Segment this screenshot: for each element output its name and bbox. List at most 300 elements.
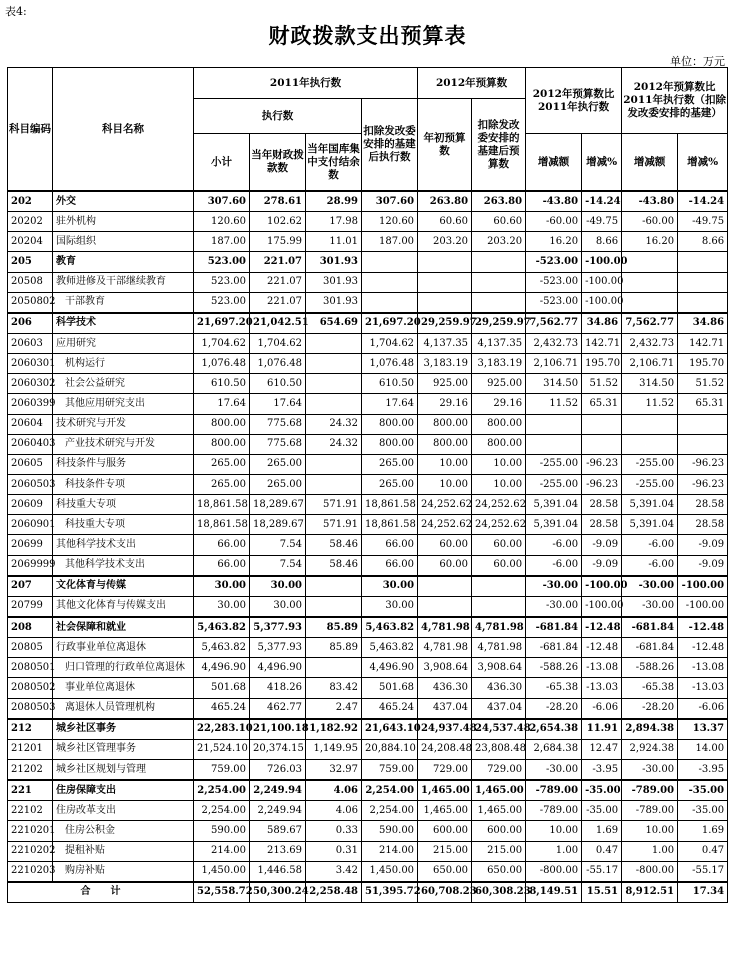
cell-value: 465.24 <box>194 698 250 719</box>
cell-value: 610.50 <box>250 374 306 394</box>
cell-name: 技术研究与开发 <box>53 414 194 434</box>
cell-value: 7.54 <box>250 555 306 576</box>
cell-value: 30.00 <box>362 576 418 597</box>
cell-value: 4,781.98 <box>418 638 472 658</box>
cell-value: -6.06 <box>582 698 622 719</box>
table-row <box>8 191 728 212</box>
cell-code: 2210202 <box>8 841 53 861</box>
total-value: 17.34 <box>678 882 728 903</box>
cell-value: 314.50 <box>622 374 678 394</box>
cell-value: 465.24 <box>362 698 418 719</box>
table-row <box>8 515 728 535</box>
cell-name: 国际组织 <box>53 232 194 252</box>
cell-value: 2,654.38 <box>526 719 582 740</box>
cell-value: 1,704.62 <box>250 333 306 353</box>
header-exec: 执行数 <box>194 99 362 134</box>
cell-value <box>306 454 362 474</box>
cell-value <box>306 374 362 394</box>
cell-value: -60.00 <box>622 212 678 232</box>
cell-value: -65.38 <box>622 678 678 698</box>
cell-value: -30.00 <box>526 759 582 780</box>
cell-name: 科学技术 <box>53 313 194 334</box>
cell-value: 600.00 <box>418 821 472 841</box>
cell-value: 2,254.00 <box>194 780 250 801</box>
cell-value: 301.93 <box>306 272 362 292</box>
cell-name: 社会公益研究 <box>53 374 194 394</box>
cell-code: 20805 <box>8 638 53 658</box>
cell-value: 32.97 <box>306 759 362 780</box>
cell-value: -35.00 <box>582 801 622 821</box>
cell-value: -789.00 <box>526 780 582 801</box>
cell-value: 2,894.38 <box>622 719 678 740</box>
cell-value: 4,781.98 <box>472 617 526 638</box>
cell-name: 离退休人员管理机构 <box>53 698 194 719</box>
table-row <box>8 313 728 334</box>
cell-value: 2,254.00 <box>362 780 418 801</box>
cell-value: 2,432.73 <box>622 333 678 353</box>
cell-value: 590.00 <box>362 821 418 841</box>
cell-value <box>678 252 728 272</box>
cell-value: 58.46 <box>306 555 362 576</box>
cell-value <box>306 658 362 678</box>
cell-value: -13.08 <box>678 658 728 678</box>
cell-value: 775.68 <box>250 414 306 434</box>
cell-value: 60.00 <box>418 555 472 576</box>
cell-value: -100.00 <box>582 272 622 292</box>
cell-value: -43.80 <box>526 191 582 212</box>
cell-value: 142.71 <box>582 333 622 353</box>
cell-value: 17.98 <box>306 212 362 232</box>
cell-value: 4.06 <box>306 780 362 801</box>
cell-value: -55.17 <box>678 861 728 882</box>
cell-value: 18,289.67 <box>250 515 306 535</box>
cell-code: 22102 <box>8 801 53 821</box>
cell-value: 800.00 <box>362 434 418 454</box>
table-row <box>8 596 728 617</box>
cell-value: 5,463.82 <box>194 638 250 658</box>
cell-value: 16.20 <box>526 232 582 252</box>
cell-value: 221.07 <box>250 272 306 292</box>
cell-name: 城乡社区事务 <box>53 719 194 740</box>
total-value: 8,149.51 <box>526 882 582 903</box>
cell-value: 654.69 <box>306 313 362 334</box>
cell-value: -255.00 <box>622 454 678 474</box>
cell-value: 610.50 <box>194 374 250 394</box>
cell-code: 20699 <box>8 535 53 555</box>
header-name: 科目名称 <box>53 68 194 192</box>
cell-value: 21,100.18 <box>250 719 306 740</box>
cell-value: -6.00 <box>526 555 582 576</box>
cell-code: 20799 <box>8 596 53 617</box>
cell-code: 2080502 <box>8 678 53 698</box>
table-header <box>8 68 728 192</box>
cell-value: 3.42 <box>306 861 362 882</box>
cell-value: 1,076.48 <box>362 354 418 374</box>
table-row <box>8 638 728 658</box>
cell-value: 21,042.51 <box>250 313 306 334</box>
table-row <box>8 474 728 494</box>
cell-value: 5,391.04 <box>622 515 678 535</box>
cell-value: -65.38 <box>526 678 582 698</box>
cell-value <box>582 414 622 434</box>
cell-value: 1,076.48 <box>250 354 306 374</box>
cell-value: -523.00 <box>526 292 582 313</box>
header-change: 2012年预算数比2011年执行数 <box>526 68 622 134</box>
total-value: 15.51 <box>582 882 622 903</box>
cell-value: 775.68 <box>250 434 306 454</box>
cell-value: 571.91 <box>306 515 362 535</box>
cell-value: -6.00 <box>622 555 678 576</box>
cell-value: 1.69 <box>582 821 622 841</box>
cell-value: 13.37 <box>678 719 728 740</box>
cell-code: 20604 <box>8 414 53 434</box>
cell-name: 驻外机构 <box>53 212 194 232</box>
cell-value: -100.00 <box>582 292 622 313</box>
cell-value: -43.80 <box>622 191 678 212</box>
cell-value <box>526 414 582 434</box>
cell-value: 265.00 <box>250 474 306 494</box>
total-value: 50,300.24 <box>250 882 306 903</box>
cell-name: 归口管理的行政单位离退休 <box>53 658 194 678</box>
cell-value: 24,252.62 <box>472 495 526 515</box>
cell-value: 175.99 <box>250 232 306 252</box>
cell-value: 1,465.00 <box>418 801 472 821</box>
cell-code: 2060301 <box>8 354 53 374</box>
cell-value: 278.61 <box>250 191 306 212</box>
cell-value: 17.64 <box>194 394 250 414</box>
cell-value: -49.75 <box>678 212 728 232</box>
cell-value: 29,259.97 <box>418 313 472 334</box>
cell-name: 行政事业单位离退休 <box>53 638 194 658</box>
cell-value: -3.95 <box>678 759 728 780</box>
cell-value: 30.00 <box>362 596 418 617</box>
cell-value: 16.20 <box>622 232 678 252</box>
cell-value <box>418 596 472 617</box>
cell-value: 24,252.62 <box>418 515 472 535</box>
cell-value: 10.00 <box>526 821 582 841</box>
table-row <box>8 212 728 232</box>
cell-value <box>678 272 728 292</box>
cell-value: 263.80 <box>472 191 526 212</box>
cell-value: 66.00 <box>362 555 418 576</box>
cell-value: 11.91 <box>582 719 622 740</box>
cell-value: -14.24 <box>582 191 622 212</box>
total-row <box>8 882 728 903</box>
cell-code: 208 <box>8 617 53 638</box>
cell-value <box>418 292 472 313</box>
cell-value: 523.00 <box>194 252 250 272</box>
cell-value: 265.00 <box>194 474 250 494</box>
header-code: 科目编码 <box>8 68 53 192</box>
cell-name: 城乡社区管理事务 <box>53 739 194 759</box>
cell-value: -681.84 <box>622 617 678 638</box>
cell-value: 10.00 <box>472 474 526 494</box>
cell-code: 2060901 <box>8 515 53 535</box>
cell-value: 729.00 <box>418 759 472 780</box>
cell-code: 21201 <box>8 739 53 759</box>
cell-name: 其他科学技术支出 <box>53 535 194 555</box>
cell-value <box>526 434 582 454</box>
cell-value: 1,465.00 <box>418 780 472 801</box>
cell-name: 其他科学技术支出 <box>53 555 194 576</box>
cell-value: 314.50 <box>526 374 582 394</box>
cell-value: -9.09 <box>678 555 728 576</box>
cell-value <box>622 272 678 292</box>
total-value: 51,395.72 <box>362 882 418 903</box>
cell-value: 523.00 <box>194 292 250 313</box>
cell-value: 800.00 <box>418 414 472 434</box>
cell-value: 263.80 <box>418 191 472 212</box>
cell-value: 60.60 <box>418 212 472 232</box>
cell-value: -28.20 <box>622 698 678 719</box>
cell-value: 34.86 <box>582 313 622 334</box>
cell-value: -60.00 <box>526 212 582 232</box>
cell-code: 2210201 <box>8 821 53 841</box>
cell-value: 24,937.48 <box>418 719 472 740</box>
cell-value: 301.93 <box>306 252 362 272</box>
cell-value: 7.54 <box>250 535 306 555</box>
cell-value: 60.00 <box>418 535 472 555</box>
cell-value: -49.75 <box>582 212 622 232</box>
cell-code: 206 <box>8 313 53 334</box>
cell-value: 17.64 <box>362 394 418 414</box>
cell-value: 221.07 <box>250 252 306 272</box>
cell-value: 4,137.35 <box>418 333 472 353</box>
cell-value: 1.00 <box>622 841 678 861</box>
cell-value: 5,391.04 <box>526 495 582 515</box>
cell-value: 1,450.00 <box>362 861 418 882</box>
cell-value <box>622 434 678 454</box>
cell-value <box>306 576 362 597</box>
cell-value: 2,249.94 <box>250 801 306 821</box>
cell-name: 应用研究 <box>53 333 194 353</box>
cell-value: 30.00 <box>194 576 250 597</box>
total-value: 60,308.23 <box>472 882 526 903</box>
cell-value <box>472 272 526 292</box>
cell-value: 17.64 <box>250 394 306 414</box>
cell-value: 51.52 <box>582 374 622 394</box>
cell-value: -9.09 <box>582 555 622 576</box>
cell-value: -681.84 <box>526 617 582 638</box>
cell-value: -588.26 <box>526 658 582 678</box>
cell-value: 85.89 <box>306 638 362 658</box>
cell-value: 4,137.35 <box>472 333 526 353</box>
cell-name: 教师进修及干部继续教育 <box>53 272 194 292</box>
cell-value <box>678 414 728 434</box>
cell-value: -681.84 <box>622 638 678 658</box>
cell-value: 590.00 <box>194 821 250 841</box>
cell-value: 5,377.93 <box>250 638 306 658</box>
total-value: 2,258.48 <box>306 882 362 903</box>
cell-value: -30.00 <box>526 576 582 597</box>
cell-value <box>472 596 526 617</box>
cell-code: 207 <box>8 576 53 597</box>
cell-value: -14.24 <box>678 191 728 212</box>
cell-value <box>622 252 678 272</box>
cell-code: 2080503 <box>8 698 53 719</box>
cell-value <box>306 394 362 414</box>
cell-name: 其他应用研究支出 <box>53 394 194 414</box>
cell-value: -789.00 <box>622 801 678 821</box>
cell-value: -6.00 <box>622 535 678 555</box>
cell-value: -35.00 <box>582 780 622 801</box>
cell-value: 600.00 <box>472 821 526 841</box>
cell-value: 85.89 <box>306 617 362 638</box>
cell-value: 2,254.00 <box>194 801 250 821</box>
cell-value <box>472 292 526 313</box>
header-2012: 2012年预算数 <box>418 68 526 99</box>
cell-value: 800.00 <box>362 414 418 434</box>
cell-value: -30.00 <box>526 596 582 617</box>
cell-value: 307.60 <box>362 191 418 212</box>
cell-value: 1,149.95 <box>306 739 362 759</box>
cell-value: 8.66 <box>582 232 622 252</box>
cell-value <box>362 272 418 292</box>
table-row <box>8 739 728 759</box>
cell-value: 501.68 <box>194 678 250 698</box>
cell-value: 187.00 <box>362 232 418 252</box>
cell-value: 60.60 <box>472 212 526 232</box>
cell-value: -30.00 <box>622 596 678 617</box>
cell-value: 58.46 <box>306 535 362 555</box>
cell-value: -9.09 <box>582 535 622 555</box>
header-current: 当年财政拨款数 <box>250 134 306 192</box>
cell-value: 29.16 <box>418 394 472 414</box>
cell-value: 18,861.58 <box>362 495 418 515</box>
cell-value: 24,537.48 <box>472 719 526 740</box>
cell-value: 2,106.71 <box>622 354 678 374</box>
cell-value: 3,183.19 <box>472 354 526 374</box>
table-row <box>8 861 728 882</box>
cell-value: 925.00 <box>472 374 526 394</box>
cell-value: -12.48 <box>582 617 622 638</box>
header-budget-ex: 扣除发改委安排的基建后预算数 <box>472 99 526 192</box>
cell-value: 4,781.98 <box>472 638 526 658</box>
table-row <box>8 535 728 555</box>
cell-value: 265.00 <box>250 454 306 474</box>
cell-value: 10.00 <box>472 454 526 474</box>
cell-value: 523.00 <box>194 272 250 292</box>
cell-value: 1,704.62 <box>194 333 250 353</box>
cell-value: 0.31 <box>306 841 362 861</box>
cell-value: 30.00 <box>194 596 250 617</box>
table-row <box>8 252 728 272</box>
cell-value: 800.00 <box>472 414 526 434</box>
cell-value: -12.48 <box>582 638 622 658</box>
cell-value: 214.00 <box>194 841 250 861</box>
cell-value: 437.04 <box>418 698 472 719</box>
header-pct-2: 增减% <box>678 134 728 192</box>
cell-code: 2080501 <box>8 658 53 678</box>
cell-code: 221 <box>8 780 53 801</box>
cell-value: 28.58 <box>582 515 622 535</box>
cell-name: 提租补贴 <box>53 841 194 861</box>
cell-value: 3,183.19 <box>418 354 472 374</box>
cell-value: -800.00 <box>526 861 582 882</box>
cell-code: 212 <box>8 719 53 740</box>
cell-value: -96.23 <box>582 474 622 494</box>
cell-value: 66.00 <box>194 535 250 555</box>
cell-value: 21,524.10 <box>194 739 250 759</box>
unit-note: 单位：万元 <box>670 55 725 68</box>
cell-value: 4.06 <box>306 801 362 821</box>
cell-value: 60.00 <box>472 535 526 555</box>
table-row <box>8 780 728 801</box>
cell-value: 65.31 <box>582 394 622 414</box>
cell-value: 60.00 <box>472 555 526 576</box>
cell-value: 0.33 <box>306 821 362 841</box>
cell-value: 610.50 <box>362 374 418 394</box>
cell-value: 418.26 <box>250 678 306 698</box>
cell-name: 事业单位离退休 <box>53 678 194 698</box>
cell-value <box>306 596 362 617</box>
cell-value: 215.00 <box>418 841 472 861</box>
cell-code: 2069999 <box>8 555 53 576</box>
cell-value: -6.06 <box>678 698 728 719</box>
cell-value: 8.66 <box>678 232 728 252</box>
cell-value: -800.00 <box>622 861 678 882</box>
cell-code: 2060399 <box>8 394 53 414</box>
cell-value: 571.91 <box>306 495 362 515</box>
cell-value: -12.48 <box>678 617 728 638</box>
cell-value: 2.47 <box>306 698 362 719</box>
cell-value: 28.58 <box>678 515 728 535</box>
cell-value: 83.42 <box>306 678 362 698</box>
table-row <box>8 454 728 474</box>
cell-value: 20,884.10 <box>362 739 418 759</box>
cell-value: 18,289.67 <box>250 495 306 515</box>
cell-value: 213.69 <box>250 841 306 861</box>
cell-value: 18,861.58 <box>194 515 250 535</box>
table-row <box>8 576 728 597</box>
header-pct: 增减% <box>582 134 622 192</box>
cell-value: 28.99 <box>306 191 362 212</box>
header-subtotal: 小计 <box>194 134 250 192</box>
cell-value: 759.00 <box>194 759 250 780</box>
cell-value: 11.52 <box>622 394 678 414</box>
cell-value: 4,496.90 <box>250 658 306 678</box>
cell-value: 102.62 <box>250 212 306 232</box>
total-value: 52,558.72 <box>194 882 250 903</box>
cell-value: 5,377.93 <box>250 617 306 638</box>
cell-value: -789.00 <box>526 801 582 821</box>
cell-code: 20204 <box>8 232 53 252</box>
table-label: 表4: <box>5 5 27 18</box>
cell-value: 18,861.58 <box>194 495 250 515</box>
table-row <box>8 698 728 719</box>
cell-value: -255.00 <box>526 454 582 474</box>
cell-value: 28.58 <box>582 495 622 515</box>
cell-name: 科技条件与服务 <box>53 454 194 474</box>
cell-value: 2,254.00 <box>362 801 418 821</box>
cell-value <box>622 292 678 313</box>
cell-value: -681.84 <box>526 638 582 658</box>
cell-name: 文化体育与传媒 <box>53 576 194 597</box>
cell-value: 195.70 <box>678 354 728 374</box>
header-change-ex: 2012年预算数比2011年执行数（扣除发改委安排的基建） <box>622 68 728 134</box>
table-row <box>8 658 728 678</box>
cell-code: 20603 <box>8 333 53 353</box>
cell-value: 2,432.73 <box>526 333 582 353</box>
cell-value: -96.23 <box>678 454 728 474</box>
cell-value: 11.01 <box>306 232 362 252</box>
cell-value: 265.00 <box>194 454 250 474</box>
cell-value: 21,697.20 <box>362 313 418 334</box>
cell-value: 120.60 <box>194 212 250 232</box>
cell-value: 221.07 <box>250 292 306 313</box>
cell-value: -96.23 <box>582 454 622 474</box>
cell-value <box>418 272 472 292</box>
